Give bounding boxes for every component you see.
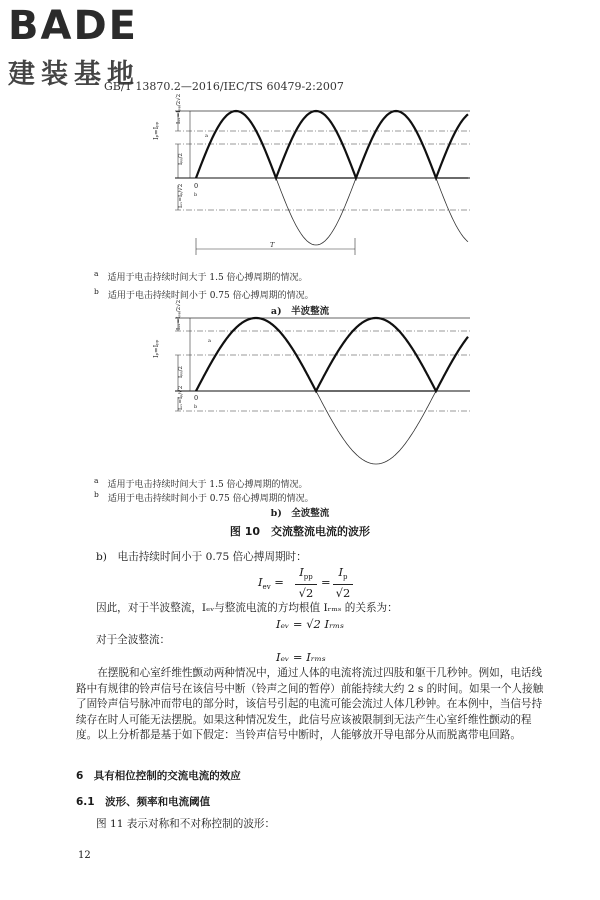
item-b: b) 电击持续时间小于 0.75 倍心搏周期时：	[96, 551, 307, 563]
note-a2: $^b$ 适用于电击持续时间小于 0.75 倍心搏周期的情况。	[94, 287, 314, 301]
note-b2: $^b$ 适用于电击持续时间小于 0.75 倍心搏周期的情况。	[94, 490, 314, 504]
caption-a: a) 半波整流	[270, 306, 330, 317]
label-rms: Iₐₓ=Iₚₚ/2√2	[176, 93, 182, 124]
para-3: 在摆脱和心室纤维性颤动两种情况中，通过人体的电流将流过四肢和躯干几秒钟。例如，电话线路中有规律的铃声信号在该信号中断（铃声之间的暂停）前能持续大约 2 s 的时间。如果一个人接触了固铃声信号脉冲而带电的部分时，该信号引起的电流可能会流过人体几秒钟。在本例中，当信号持续存在时人可能无法摆脱。如果这种情况发生，此信号应该被限制到无法产生心室纤维性颤动的程度。以上分析都是基于如下假定：当铃声信号中断时，人能够放开导电部分从而脱离带电回路。	[76, 667, 544, 741]
mark-b: b	[194, 404, 198, 410]
para-1: 因此，对于半波整流，Iₑᵥ与整流电流的方均根值 Iᵣₘₛ 的关系为：	[96, 602, 398, 614]
section-6-heading: 6 具有相位控制的交流电流的效应	[76, 770, 241, 782]
label-ip: Iₚ=Iₚₚ	[152, 339, 160, 358]
figure-a-half-wave	[152, 94, 470, 255]
figure-b-full-wave	[152, 300, 470, 464]
label-zero: 0	[194, 182, 199, 190]
mark-b: b	[194, 192, 198, 198]
caption-b: b) 全波整流	[270, 508, 330, 519]
label-ev: Iₑᵥ=Iₚ/√2	[178, 183, 184, 208]
equation-1: $I_{ev}$ = $I_{pp}$ √2 = $I_p$ √2	[258, 566, 378, 600]
half-wave-pulses	[196, 111, 468, 178]
figure-title: 图 10 交流整流电流的波形	[229, 525, 371, 538]
mark-a: a	[208, 338, 211, 344]
note-a1: $^a$ 适用于电击持续时间大于 1.5 倍心搏周期的情况。	[94, 269, 308, 283]
page-number: 12	[78, 850, 91, 861]
watermark-logo: BADE	[8, 3, 138, 49]
section-6-1-heading: 6.1 波形、频率和电流阈值	[76, 796, 211, 808]
label-zero: 0	[194, 394, 199, 402]
para-4: 图 11 表示对称和不对称控制的波形：	[96, 818, 276, 830]
label-half: Iₚₚ/2	[178, 366, 184, 378]
para-2: 对于全波整流：	[96, 634, 171, 646]
equation-3: Iₑᵥ = Iᵣₘₛ	[276, 650, 326, 664]
label-ip: Iₚ=Iₚₚ	[152, 121, 160, 140]
watermark-subtitle: 建装基地	[8, 59, 140, 90]
equation-2: Iₑᵥ = √2 Iᵣₘₛ	[276, 617, 344, 631]
label-half: Iₚₚ/2	[178, 153, 184, 165]
standard-id: GB/T 13870.2—2016/IEC/TS 60479-2:2007	[104, 80, 344, 93]
label-rms: Iₐₓ=Iₚₚ/2√2	[176, 299, 182, 330]
mark-a: a	[205, 133, 208, 139]
label-period: T	[270, 241, 275, 249]
label-ev: Iₑᵥ=Iₚ/√2	[178, 385, 184, 410]
note-b1: $^a$ 适用于电击持续时间大于 1.5 倍心搏周期的情况。	[94, 476, 308, 490]
thick-rectified-wave	[196, 111, 468, 178]
